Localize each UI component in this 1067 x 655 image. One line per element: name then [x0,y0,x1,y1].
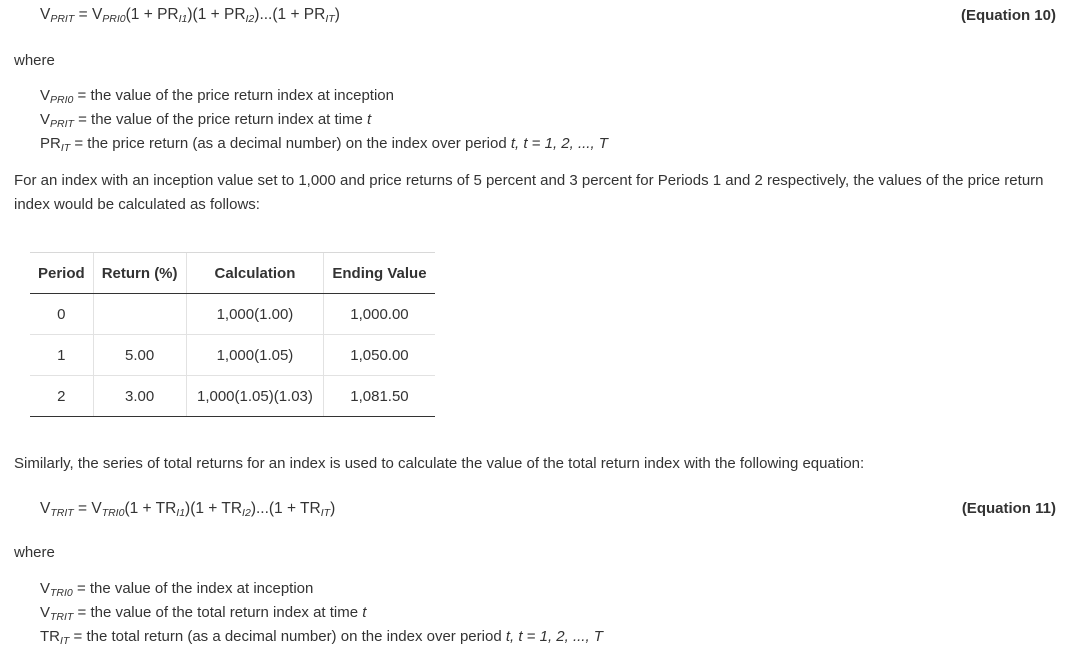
def-text: = the value of the price return index at inception [73,87,394,104]
table-cell: 5.00 [93,335,186,376]
def-tail: t [362,604,367,621]
table-cell [93,294,186,335]
column-header-period: Period [30,253,93,294]
def-subscript: IT [60,635,70,647]
table-cell: 1 [30,335,93,376]
eq-term: )...(1 + TR [250,500,321,517]
def-symbol: V [40,87,51,104]
table-cell: 1,000(1.05) [186,335,324,376]
eq-symbol: V [91,6,103,23]
def-text: = the value of the index at inception [72,580,314,597]
eq-term: )...(1 + PR [254,6,326,23]
table-cell: 1,000(1.00) [186,294,324,335]
def-subscript: PRI0 [50,94,74,106]
def-tail: t, t = 1, 2, ..., T [505,628,603,645]
definition-vprit [40,111,371,128]
def-tail: t, t = 1, 2, ..., T [510,135,608,152]
equation-10 [40,6,340,24]
column-header-calculation: Calculation [186,253,324,294]
column-header-return: Return (%) [93,253,186,294]
def-text: = the value of the total return index at time [73,604,363,621]
table-row [30,376,435,417]
def-subscript: TRI0 [50,587,73,599]
eq-subscript: PRI0 [102,13,126,25]
def-symbol: V [40,111,51,128]
table-header-row [30,253,435,294]
eq-symbol: V [40,500,51,517]
equation-11-label: (Equation 11) [961,500,1056,517]
def-subscript: TRIT [50,611,74,623]
eq-subscript: PRIT [50,13,75,25]
eq-term: ) [330,500,336,517]
def-tail: t [367,111,372,128]
column-header-ending-value: Ending Value [324,253,435,294]
paragraph-total-return-intro: Similarly, the series of total returns for an index is used to calculate the value of the total return index with the following equation: [14,455,865,472]
eq-subscript: IT [325,13,335,25]
eq-term: )(1 + PR [187,6,246,23]
eq-subscript: I1 [176,507,186,519]
eq-subscript: TRIT [50,507,74,519]
eq-term: ) [334,6,340,23]
table-cell: 2 [30,376,93,417]
table-cell: 1,050.00 [324,335,435,376]
where-label: where [14,544,55,561]
table-cell: 0 [30,294,93,335]
definition-vtri0 [40,580,313,597]
eq-sign: = [74,6,92,23]
def-text: = the price return (as a decimal number) on the index over period [70,135,511,152]
definition-prit [40,135,608,152]
eq-subscript: I1 [178,13,188,25]
eq-subscript: TRI0 [101,507,125,519]
def-text: = the value of the price return index at time [73,111,368,128]
def-symbol: TR [40,628,60,645]
eq-subscript: IT [320,507,331,519]
table-cell: 1,000(1.05)(1.03) [186,376,324,417]
table-cell: 1,000.00 [324,294,435,335]
def-symbol: V [40,604,51,621]
def-symbol: PR [40,135,61,152]
table-row [30,294,435,335]
eq-term: (1 + PR [125,6,179,23]
eq-term: )(1 + TR [185,500,243,517]
definition-vpri0 [40,87,394,104]
definition-vtrit [40,604,366,621]
equation-11 [40,500,335,518]
where-label: where [14,52,55,69]
paragraph-price-return-example: For an index with an inception value set to 1,000 and price returns of 5 percent and 3 percent for Periods 1 and 2 respectively, the values of the price return index would be calculated as follows: [14,172,1044,213]
table-cell: 1,081.50 [324,376,435,417]
table-row [30,335,435,376]
def-symbol: V [40,580,51,597]
eq-symbol: V [91,500,102,517]
price-return-index-table [30,252,435,417]
eq-sign: = [73,500,92,517]
def-subscript: IT [60,142,71,154]
def-text: = the total return (as a decimal number) on the index over period [69,628,506,645]
eq-subscript: I2 [245,13,255,25]
eq-term: (1 + TR [124,500,177,517]
definition-trit [40,628,603,645]
eq-subscript: I2 [242,507,251,519]
equation-10-label: (Equation 10) [960,7,1056,24]
def-subscript: PRIT [50,118,74,130]
table-cell: 3.00 [93,376,186,417]
eq-symbol: V [40,6,51,23]
